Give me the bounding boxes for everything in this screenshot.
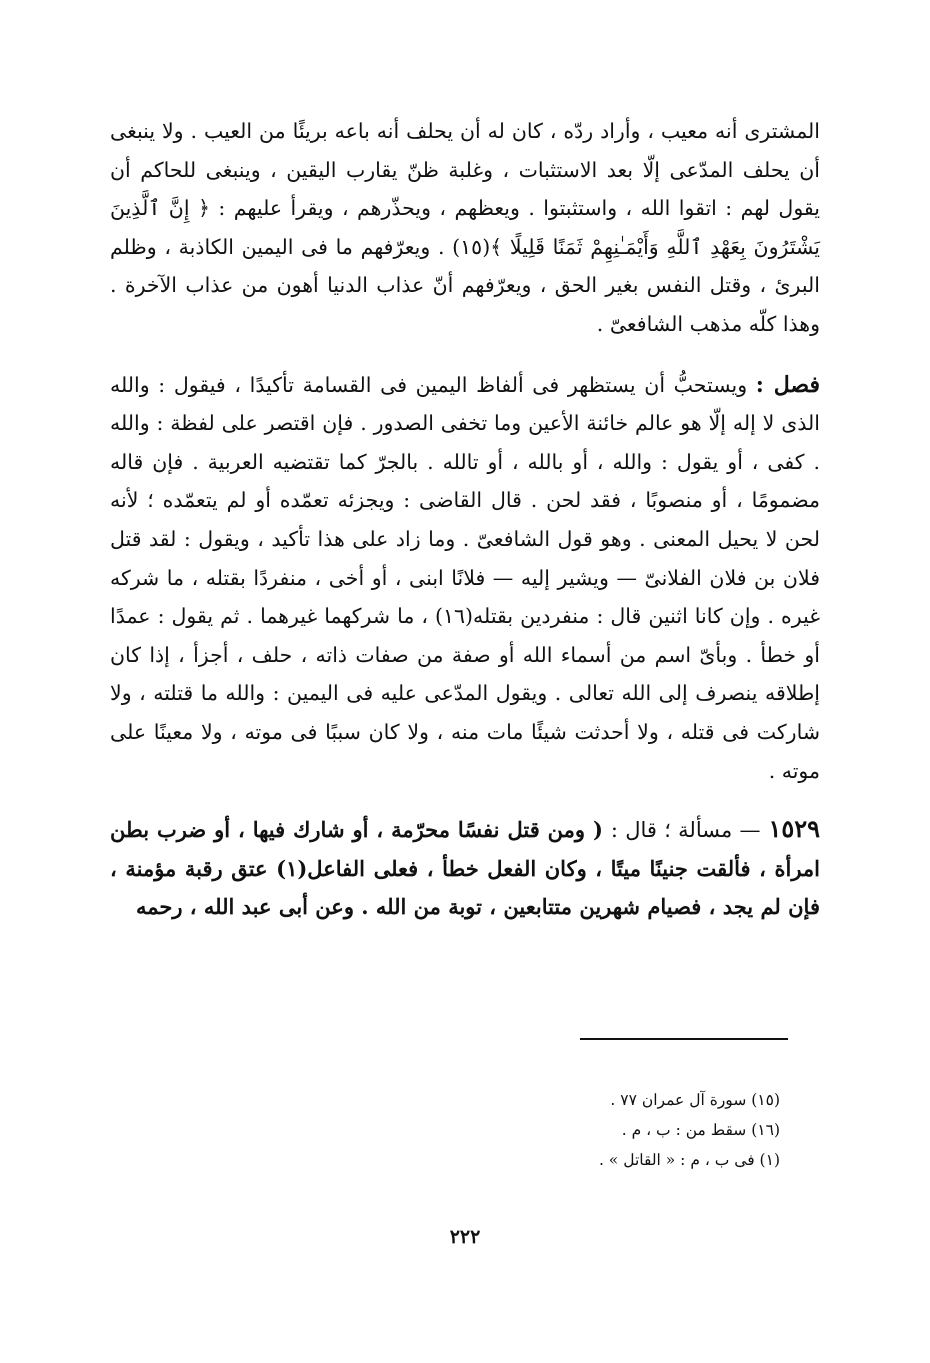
footnotes [110,1085,780,1175]
section-heading-fasl: فصل : [755,371,820,398]
page-body [110,112,820,927]
footnote-16: (١٦) سقط من : ب ، م . [621,1121,780,1139]
paragraph-3 [110,810,820,927]
paragraph-1: المشترى أنه معيب ، وأراد ردّه ، كان له أن يحلف أنه باعه بريئًا من العيب . ولا ينبغى أن يحلف المدّعى إلّا بعد الاستثبات ، وغلبة ظنّ يقارب اليقين ، وينبغى للحاكم أن يقول لهم : اتقوا الله ، واستثبتوا . ويعظهم ، ويحذّرهم ، ويقرأ عليهم : ﴿ إِنَّ ٱلَّذِينَ يَشْتَرُونَ بِعَهْدِ ٱللَّهِ وَأَيْمَـٰنِهِمْ ثَمَنًا قَلِيلًا ﴾(١٥) . ويعرّفهم ما فى اليمين الكاذبة ، وظلم البرئ ، وقتل النفس بغير الحق ، ويعرّفهم أنّ عذاب الدنيا أهون من عذاب الآخرة . وهذا كلّه مذهب الشافعىّ . [110,119,821,336]
paragraph-2 [110,366,820,791]
issue-number: ١٥٢٩ [768,814,821,844]
paragraph-2-text: ويستحبُّ أن يستظهر فى ألفاظ اليمين فى القسامة تأكيدًا ، فيقول : والله الذى لا إله إلّا هو عالم خائنة الأعين وما تخفى الصدور . فإن اقتصر على لفظة : والله . كفى ، أو يقول : والله ، أو بالله ، أو تالله . بالجرّ كما تقتضيه العربية . فإن قاله مضمومًا ، أو منصوبًا ، فقد لحن . قال القاضى : ويجزئه تعمّده أو لم يتعمّده ؛ لأنه لحن لا يحيل المعنى . وهو قول الشافعىّ . وما زاد على هذا تأكيد ، ويقول : لقد قتل فلان بن فلان الفلانىّ — ويشير إليه — فلانًا ابنى ، أو أخى ، منفردًا بقتله ، ما شركه غيره . وإن كانا اثنين قال : منفردين بقتله(١٦) ، ما شركهما غيرهما . ثم يقول : عمدًا أو خطأ . وبأىّ اسم من أسماء الله أو صفة من صفات ذاته ، حلف ، أجزأ ، إذا كان إطلاقه ينصرف إلى الله تعالى . ويقول المدّعى عليه فى اليمين : والله ما قتلته ، ولا شاركت فى قتله ، ولا أحدثت شيئًا مات منه ، ولا كان سببًا فى موته ، ولا معينًا على موته . [110,372,821,783]
issue-text: ( ومن قتل نفسًا محرّمة ، أو شارك فيها ، أو ضرب بطن امرأة ، فألقت جنينًا ميتًا ، وكان الفعل خطأ ، فعلى الفاعل(١) عتق رقبة مؤمنة ، فإن لم يجد ، فصيام شهرين متتابعين ، توبة من الله . وعن أبى عبد الله ، رحمه [110,817,820,920]
footnote-1: (١) فى ب ، م : « القاتل » . [598,1151,780,1169]
footnote-15: (١٥) سورة آل عمران ٧٧ . [610,1091,780,1109]
footnote-divider [580,1038,788,1040]
page-number: ٢٢٢ [449,1226,481,1248]
issue-intro: — مسألة ؛ قال : [610,818,761,843]
